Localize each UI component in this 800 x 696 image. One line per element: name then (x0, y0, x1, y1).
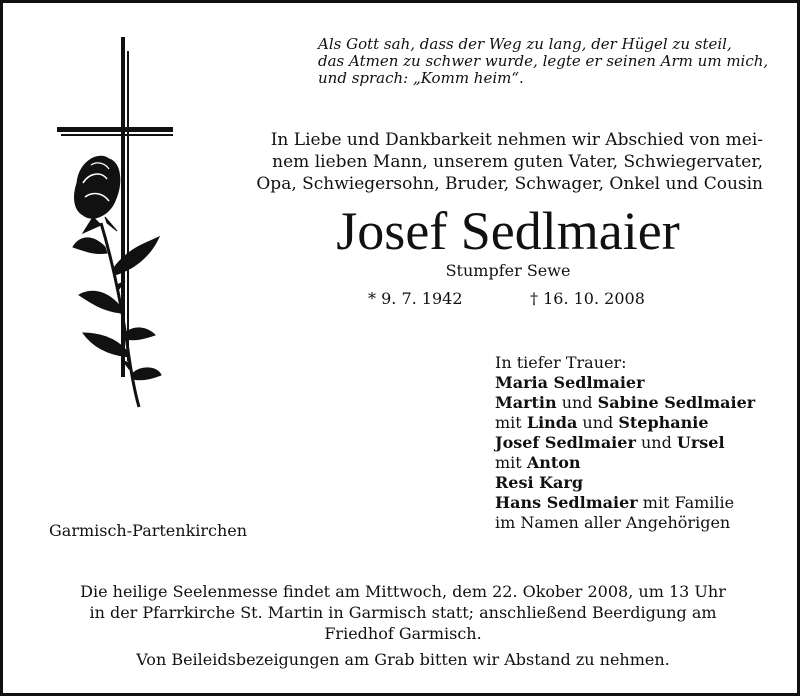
farewell-intro (243, 129, 763, 195)
mourner-line (495, 453, 795, 473)
quote-line: und sprach: „Komm heim“. (318, 69, 524, 87)
birth-date: * 9. 7. 1942 (368, 289, 463, 308)
deceased-name: Josef Sedlmaier (336, 201, 680, 261)
mourners-heading: In tiefer Trauer: (495, 353, 627, 372)
service-line: in der Pfarrkirche St. Martin in Garmisch statt; anschließend Beerdigung am (89, 603, 717, 622)
intro-line: nem lieben Mann, unserem guten Vater, Schwiegervater, (272, 152, 763, 172)
mourners-list (495, 353, 795, 533)
mourner-name: Martin (495, 393, 557, 412)
death-date: † 16. 10. 2008 (530, 289, 645, 308)
mourner-line (495, 433, 795, 453)
mourner-line (495, 373, 795, 393)
quote-line: Als Gott sah, dass der Weg zu lang, der Hügel zu steil, (318, 35, 732, 53)
mourner-name: Maria Sedlmaier (495, 373, 645, 392)
cross-with-rose-illustration (43, 33, 173, 413)
place-name: Garmisch-Partenkirchen (49, 521, 248, 540)
mourner-connector: und (556, 393, 598, 412)
service-line: Die heilige Seelenmesse findet am Mittwoch, dem 22. Okober 2008, um 13 Uhr (80, 582, 726, 601)
mourner-name: Sabine Sedlmaier (597, 393, 756, 412)
service-announcement (23, 581, 783, 644)
quote-line: das Atmen zu schwer wurde, legte er seinen Arm um mich, (318, 52, 769, 70)
mourner-connector: und (635, 433, 677, 452)
mourner-connector: mit (495, 413, 527, 432)
mourner-line (495, 493, 795, 513)
mourner-connector: mit Familie (637, 493, 735, 512)
mourner-name: Stephanie (618, 413, 709, 432)
mourner-name: Ursel (676, 433, 725, 452)
mourners-closing: im Namen aller Angehörigen (495, 513, 731, 532)
service-line: Friedhof Garmisch. (324, 624, 482, 643)
memorial-quote (318, 36, 788, 87)
mourner-name: Anton (526, 453, 581, 472)
mourner-connector: mit (495, 453, 527, 472)
deceased-nickname: Stumpfer Sewe (445, 261, 571, 280)
mourner-line (495, 473, 795, 493)
rose-icon (73, 156, 161, 407)
intro-line: Opa, Schwiegersohn, Bruder, Schwager, Onkel und Cousin (256, 174, 763, 194)
cross-icon (57, 37, 173, 377)
mourner-name: Josef Sedlmaier (495, 433, 636, 452)
mourner-connector: und (577, 413, 619, 432)
mourner-name: Hans Sedlmaier (495, 493, 638, 512)
mourner-name: Resi Karg (495, 473, 584, 492)
mourner-line (495, 393, 795, 413)
mourner-line (495, 413, 795, 433)
mourner-name: Linda (526, 413, 578, 432)
condolence-note: Von Beileidsbezeigungen am Grab bitten wir Abstand zu nehmen. (136, 650, 670, 669)
intro-line: In Liebe und Dankbarkeit nehmen wir Abschied von mei- (270, 130, 763, 150)
